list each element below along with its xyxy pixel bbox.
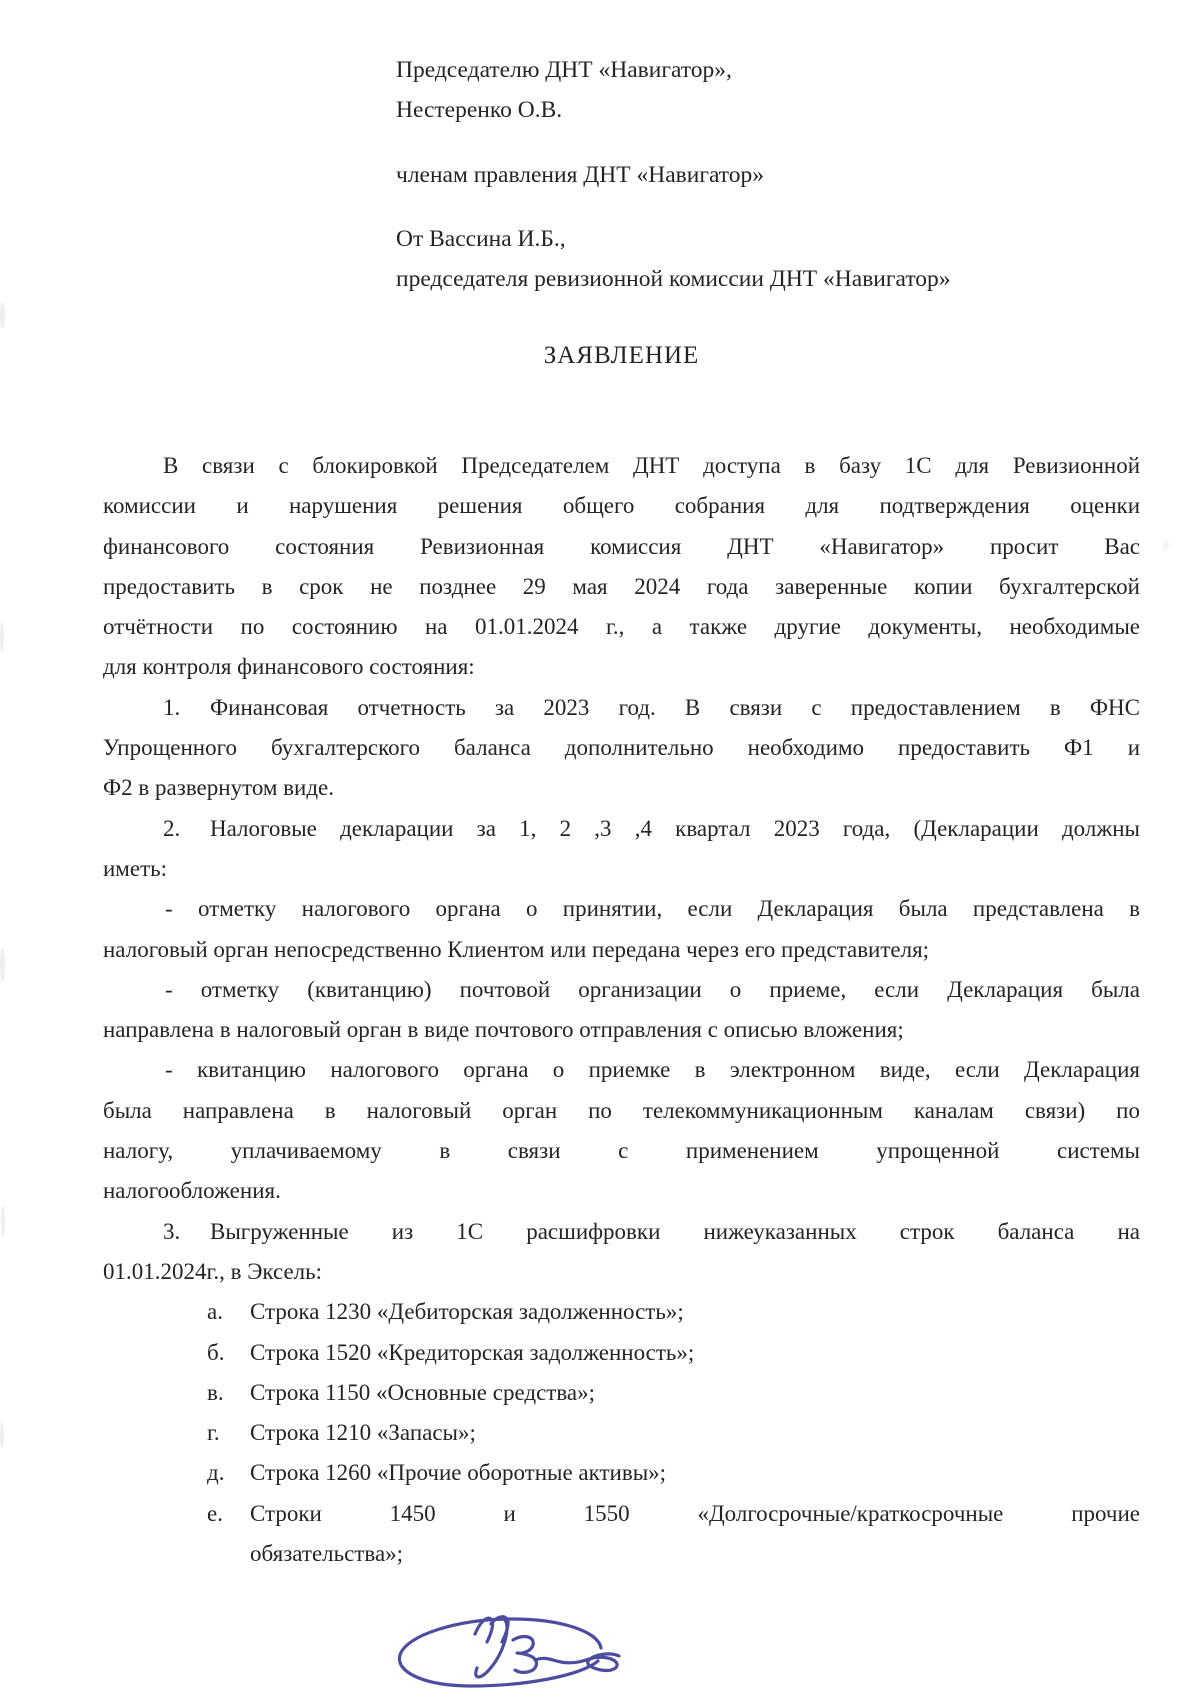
recipient-line: Нестеренко О.В. [396, 97, 563, 124]
line-text: Налоговые декларации за 1, 2 ,3 ,4 квартал 2023 года, (Декларации должны [210, 815, 1140, 841]
line-text: Строки 1450 и 1550 «Долгосрочные/краткосрочные прочие [250, 1500, 1140, 1526]
line-text: Строка 1150 «Основные средства»; [250, 1379, 595, 1405]
line-marker: в. [207, 1379, 224, 1405]
signature-ink-icon [383, 1606, 628, 1698]
line-text: направлена в налоговый орган в виде почтового отправления с описью вложения; [103, 1017, 904, 1043]
document-line [103, 1050, 1140, 1090]
line-text: иметь: [103, 855, 168, 881]
line-text: финансового состояния Ревизионная комиссия ДНТ «Навигатор» просит Вас [103, 533, 1140, 559]
line-text: для контроля финансового состояния: [103, 654, 475, 680]
line-text: - квитанцию налогового органа о приемке в электронном виде, если Декларация [165, 1057, 1140, 1083]
line-text: Финансовая отчетность за 2023 год. В связи с предоставлением в ФНС [210, 694, 1140, 720]
line-text: налоговый орган непосредственно Клиентом или передана через его представителя; [103, 936, 930, 962]
line-text: - отметку (квитанцию) почтовой организации о приеме, если Декларация была [165, 976, 1140, 1002]
document-line [103, 1252, 1140, 1292]
line-text: была направлена в налоговый орган по телекоммуникационным каналам связи) по [103, 1097, 1140, 1123]
document-line [103, 930, 1140, 970]
recipient-block [396, 50, 951, 299]
scan-artifact [1163, 540, 1169, 550]
line-marker: 3. [163, 1218, 181, 1244]
document-line [103, 527, 1140, 567]
document-line [103, 1010, 1140, 1050]
document-line [103, 1333, 1140, 1373]
recipient-line: председателя ревизионной комиссии ДНТ «Навигатор» [396, 266, 951, 293]
document-line [103, 607, 1140, 647]
line-text: Строка 1210 «Запасы»; [250, 1420, 476, 1446]
document-line [103, 728, 1140, 768]
document-line [103, 1292, 1140, 1332]
line-marker: г. [207, 1420, 220, 1446]
line-text: В связи с блокировкой Председателем ДНТ доступа в базу 1С для Ревизионной [163, 453, 1140, 478]
line-text: 01.01.2024г., в Эксель: [103, 1258, 323, 1284]
document-line [103, 1534, 1140, 1574]
line-text: Строка 1230 «Дебиторская задолженность»; [250, 1299, 684, 1325]
line-text: комиссии и нарушения решения общего собрания для подтверждения оценки [103, 493, 1140, 519]
scan-artifact [0, 622, 4, 652]
document-line [103, 1494, 1140, 1534]
line-text: Строка 1520 «Кредиторская задолженность»; [250, 1339, 695, 1365]
scan-artifact [0, 302, 5, 328]
line-text: обязательства»; [250, 1541, 404, 1567]
line-text: Выгруженные из 1С расшифровки нижеуказанных строк баланса на [210, 1218, 1140, 1244]
document-title: ЗАЯВЛЕНИЕ [543, 342, 700, 369]
document-line [103, 1091, 1140, 1131]
document-line [103, 1212, 1140, 1252]
line-text: Строка 1260 «Прочие оборотные активы»; [250, 1460, 667, 1486]
scan-artifact [0, 1422, 4, 1448]
recipient-line: Председателю ДНТ «Навигатор», [396, 57, 732, 83]
line-text: отчётности по состоянию на 01.01.2024 г., а также другие документы, необходимые [103, 614, 1140, 640]
document-line [103, 849, 1140, 889]
line-marker: а. [207, 1299, 223, 1325]
line-text: налогу, уплачиваемому в связи с применением упрощенной системы [103, 1138, 1140, 1164]
document-line [103, 647, 1140, 687]
line-text: Ф2 в развернутом виде. [103, 775, 335, 801]
line-text: налогообложения. [103, 1178, 281, 1204]
document-line [103, 688, 1140, 728]
document-line [103, 1373, 1140, 1413]
line-text: Упрощенного бухгалтерского баланса дополнительно необходимо предоставить Ф1 и [103, 735, 1140, 761]
line-marker: 1. [163, 694, 181, 720]
document-line [103, 1131, 1140, 1171]
line-text: - отметку налогового органа о принятии, если Декларация была представлена в [165, 896, 1140, 922]
recipient-line: членам правления ДНТ «Навигатор» [396, 161, 764, 188]
line-marker: б. [207, 1339, 225, 1365]
document-line [103, 1171, 1140, 1211]
scan-artifact [0, 948, 5, 982]
document-line [103, 970, 1140, 1010]
document-line [103, 567, 1140, 607]
recipient-line: От Вассина И.Б., [396, 225, 566, 252]
line-text: предоставить в срок не позднее 29 мая 2024 года заверенные копии бухгалтерской [103, 573, 1140, 599]
document-line [103, 809, 1140, 849]
signature [383, 1606, 628, 1698]
line-marker: д. [207, 1460, 225, 1486]
document-line [103, 1413, 1140, 1453]
document-line [103, 446, 1140, 486]
document-line [103, 889, 1140, 929]
document-line [103, 768, 1140, 808]
document-body [103, 446, 1140, 1574]
document-line [103, 1453, 1140, 1493]
line-marker: е. [207, 1500, 223, 1526]
line-marker: 2. [163, 815, 181, 841]
document-line [103, 486, 1140, 526]
scan-artifact [1, 1206, 5, 1236]
